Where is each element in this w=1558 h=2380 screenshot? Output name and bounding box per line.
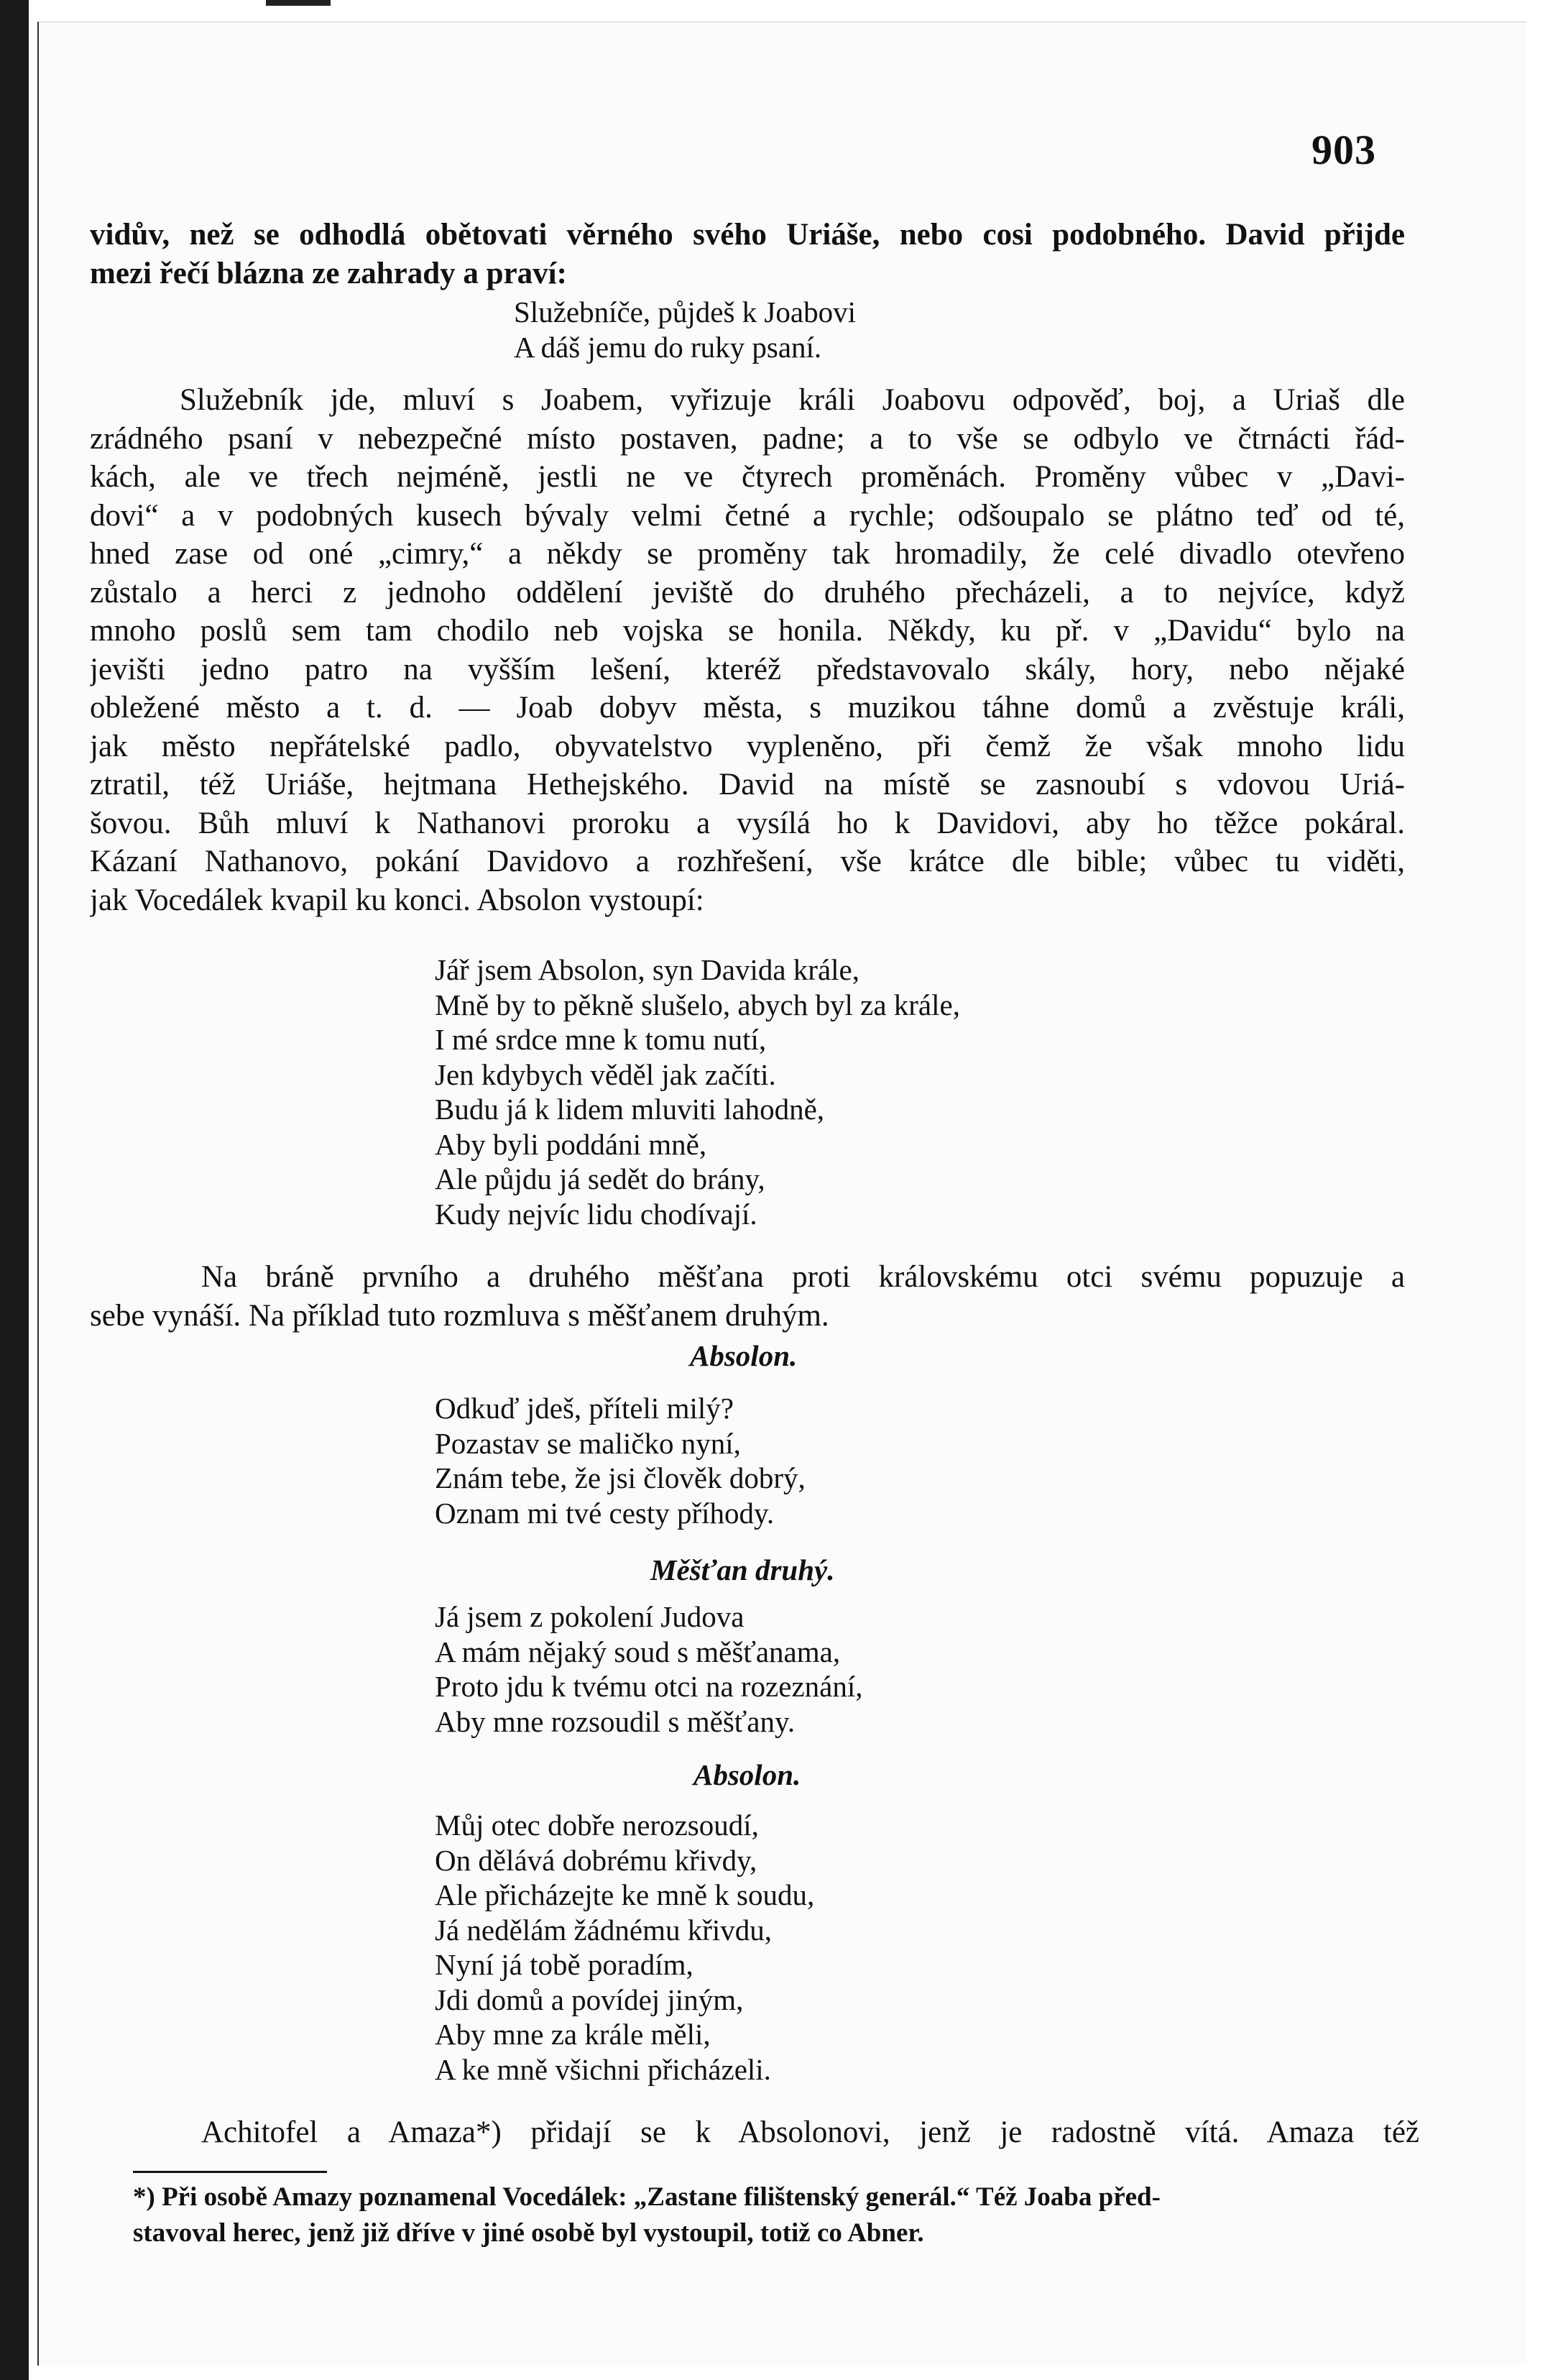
text-line: vidův, než se odhodlá obětovati věrného svého Uriáše, nebo cosi podobného. David přijde	[90, 218, 1405, 252]
text-line: jevišti jedno patro na vyšším lešení, kteréž představovalo skály, hory, nebo nějaké	[90, 652, 1405, 686]
text-line: šovou. Bůh mluví k Nathanovi proroku a vysílá ho k Davidovi, aby ho těžce pokáral.	[90, 806, 1405, 840]
text-line: zrádného psaní v nebezpečné místo postaven, padne; a to vše se odbylo ve čtrnácti řád-	[90, 421, 1405, 456]
footnote	[133, 2179, 1419, 2251]
footnote-line: stavoval herec, jenž již dříve v jiné osobě byl vystoupil, totiž co Abner.	[133, 2218, 924, 2248]
text-line: hned zase od oné „cimry,“ a někdy se proměny tak hromadily, že celé divadlo otevřeno	[90, 537, 1405, 571]
verse-line: Jdi domů a povídej jiným,	[435, 1982, 744, 2016]
verse-line: Služebníče, půjdeš k Joabovi	[514, 295, 856, 328]
text-line: dovi“ a v podobných kusech bývaly velmi četné a rychle; odšoupalo se plátno teď od té,	[90, 498, 1405, 533]
text-line: Kázaní Nathanovo, pokání Davidovo a rozhřešení, vše krátce dle bible; vůbec tu viděti,	[90, 845, 1405, 878]
verse-line: A mám nějaký soud s měšťanama,	[435, 1635, 841, 1668]
dialogue-verse	[435, 1391, 806, 1530]
scan-mark	[266, 0, 331, 6]
verse-line: A ke mně všichni přicházeli.	[435, 2052, 771, 2086]
verse-line: A dáš jemu do ruky psaní.	[514, 330, 822, 364]
text-line: ztratil, též Uriáše, hejtmana Hethejského. David na místě se zasnoubí s vdovou Uriá-	[90, 768, 1405, 801]
speaker-label: Absolon.	[690, 1339, 798, 1372]
text-line: mezi řečí blázna ze zahrady a praví:	[90, 256, 567, 290]
text-line: kách, ale ve třech nejméně, jestli ne ve čtyrech proměnách. Proměny vůbec v „Davi-	[90, 460, 1405, 494]
absolon-monologue	[435, 952, 960, 1231]
verse-line: Nyní já tobě poradím,	[435, 1948, 693, 1981]
verse-line: Já jsem z pokolení Judova	[435, 1600, 745, 1633]
page-number: 903	[1312, 127, 1376, 173]
verse-line: On dělává dobrému křivdy,	[435, 1843, 757, 1877]
verse-line: Budu já k lidem mluviti lahodně,	[435, 1093, 825, 1126]
text-line: Na bráně prvního a druhého měšťana proti královskému otci svému popuzuje a	[201, 1260, 1405, 1294]
footnote-divider	[133, 2171, 327, 2173]
scan-binding-edge	[0, 0, 29, 2380]
verse-line: Jen kdybych věděl jak začíti.	[435, 1057, 776, 1091]
verse-line: Pozastav se maličko nyní,	[435, 1426, 741, 1460]
verse-line: Oznam mi tvé cesty příhody.	[435, 1496, 775, 1530]
verse-line: Proto jdu k tvému otci na rozeznání,	[435, 1670, 863, 1703]
verse-line: I mé srdce mne k tomu nutí,	[435, 1023, 767, 1056]
verse-line: Ale přicházejte ke mně k soudu,	[435, 1878, 815, 1911]
text-line: zůstalo a herci z jednoho oddělení jeviště do druhého přecházeli, a to nejvíce, když	[90, 575, 1405, 610]
text-line: jak město nepřátelské padlo, obyvatelstvo vypleněno, při čemž že však mnoho lidu	[90, 729, 1405, 763]
text-line: mnoho poslů sem tam chodilo neb vojska se honila. Někdy, ku př. v „Davidu“ bylo na	[90, 614, 1405, 648]
text-line: sebe vynáší. Na příklad tuto rozmluva s měšťanem druhým.	[90, 1298, 829, 1333]
dialogue-verse	[435, 1599, 862, 1739]
verse-line: Já nedělám žádnému křivdu,	[435, 1913, 773, 1947]
footnote-line: *) Při osobě Amazy poznamenal Vocedálek: „Zastane filištenský generál.“ Též Joaba před-	[133, 2182, 1161, 2212]
verse-line: Ale půjdu já sedět do brány,	[435, 1162, 765, 1195]
text-line: obležené město a t. d. — Joab dobyv města, s muzikou táhne domů a zvěstuje králi,	[90, 691, 1405, 725]
dialogue-verse	[435, 1808, 814, 2087]
verse-line: Můj otec dobře nerozsoudí,	[435, 1809, 759, 1842]
verse-line: Jář jsem Absolon, syn Davida krále,	[435, 953, 859, 986]
verse-line: Odkuď jdeš, příteli milý?	[435, 1392, 734, 1425]
intro-verse	[514, 295, 856, 364]
verse-line: Mně by to pěkně slušelo, abych byl za krále,	[435, 988, 960, 1021]
verse-line: Znám tebe, že jsi člověk dobrý,	[435, 1461, 806, 1494]
verse-line: Kudy nejvíc lidu chodívají.	[435, 1197, 757, 1231]
speaker-label: Absolon.	[693, 1758, 801, 1791]
second-paragraph	[90, 1258, 1405, 1335]
text-line: jak Vocedálek kvapil ku konci. Absolon vystoupí:	[90, 883, 704, 917]
verse-line: Aby byli poddáni mně,	[435, 1127, 707, 1161]
text-line: Achitofel a Amaza*) přidají se k Absolonovi, jenž je radostně vítá. Amaza též	[201, 2115, 1419, 2149]
intro-paragraph	[90, 216, 1405, 293]
verse-line: Aby mne za krále měli,	[435, 2018, 711, 2051]
verse-line: Aby mne rozsoudil s měšťany.	[435, 1704, 796, 1738]
main-paragraph	[90, 381, 1405, 919]
closing-paragraph	[201, 2113, 1419, 2152]
text-line: Služebník jde, mluví s Joabem, vyřizuje králi Joabovu odpověď, boj, a Uriaš dle	[180, 383, 1405, 417]
speaker-label: Měšťan druhý.	[650, 1553, 835, 1586]
